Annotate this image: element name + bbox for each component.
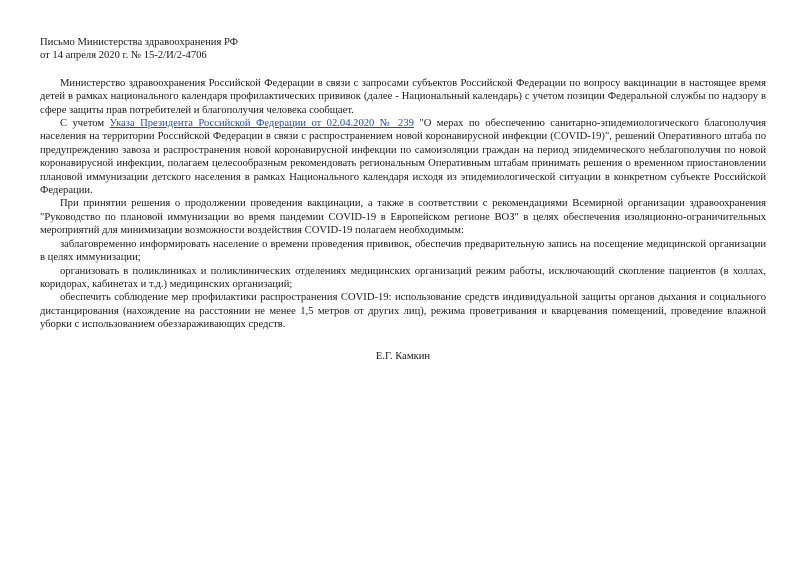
paragraph-inform-population: заблаговременно информировать население о времени проведения прививок, обеспечив предварительную запись на посещение медицинской организации в целях иммунизации; [40, 238, 766, 264]
paragraph-decree-suffix: "О мерах по обеспечению санитарно-эпидемиологического благополучия населения на территории Российской Федерации в связи с распространением новой коронавирусной инфекции (COVID-19)", решений Оперативного штаба по предупреждению завоза и распространения новой коронавирусной инфекции по самоизоляции граждан на период эпидемического неблагополучия по новой коронавирусной инфекции, полагаем целесообразным рекомендовать региональным Оперативным штабам принимать решения о временном приостановлении плановой иммунизации детского населения в рамках Национального календаря исходя из эпидемиологической ситуации в конкретном субъекте Российской Федерации. [40, 118, 767, 197]
spacer [40, 63, 766, 77]
signature: Е.Г. Камкин [375, 350, 431, 362]
decree-link[interactable]: Указа Президента Российской Федерации от 02.04.2020 № 239 [109, 118, 414, 130]
document-date-number: от 14 апреля 2020 г. № 15-2/И/2-4706 [40, 50, 207, 62]
paragraph-organize-clinics: организовать в поликлиниках и поликлинических отделениях медицинских организаций режим работы, исключающий скопление пациентов (в холлах, коридорах, кабинетах и т.д.) медицинских организаций; [40, 265, 766, 290]
paragraph-prevention-measures: обеспечить соблюдение мер профилактики распространения COVID-19: использование средств индивидуальной защиты органов дыхания и социального дистанцирования (нахождение на расстоянии не менее 1,5 метров от других лиц), режима проветривания и кварцевания помещений, проведение влажной уборки с использованием обеззараживающих средств. [40, 292, 766, 331]
document-page [40, 36, 766, 363]
paragraph-who-guidance: При принятии решения о продолжении проведения вакцинации, а также в соответствии с рекомендациями Всемирной организации здравоохранения "Руководство по плановой иммунизации во время пандемии COVID-19 в Европейском регионе ВОЗ" в целях обеспечения изоляционно-ограничительных мероприятий для минимизации возможности воздействия COVID-19 полагаем необходимым: [40, 198, 766, 237]
paragraph-intro: Министерство здравоохранения Российской Федерации в связи с запросами субъектов Российской Федерации по вопросу вакцинации в настоящее время детей в рамках национального календаря профилактических прививок (далее - Национальный календарь) с учетом позиции Федеральной службы по надзору в сфере защиты прав потребителей и благополучия человека сообщает. [40, 77, 766, 116]
document-title: Письмо Министерства здравоохранения РФ [40, 37, 239, 48]
paragraph-decree-prefix: С учетом [60, 118, 110, 130]
paragraph-decree [40, 117, 766, 197]
